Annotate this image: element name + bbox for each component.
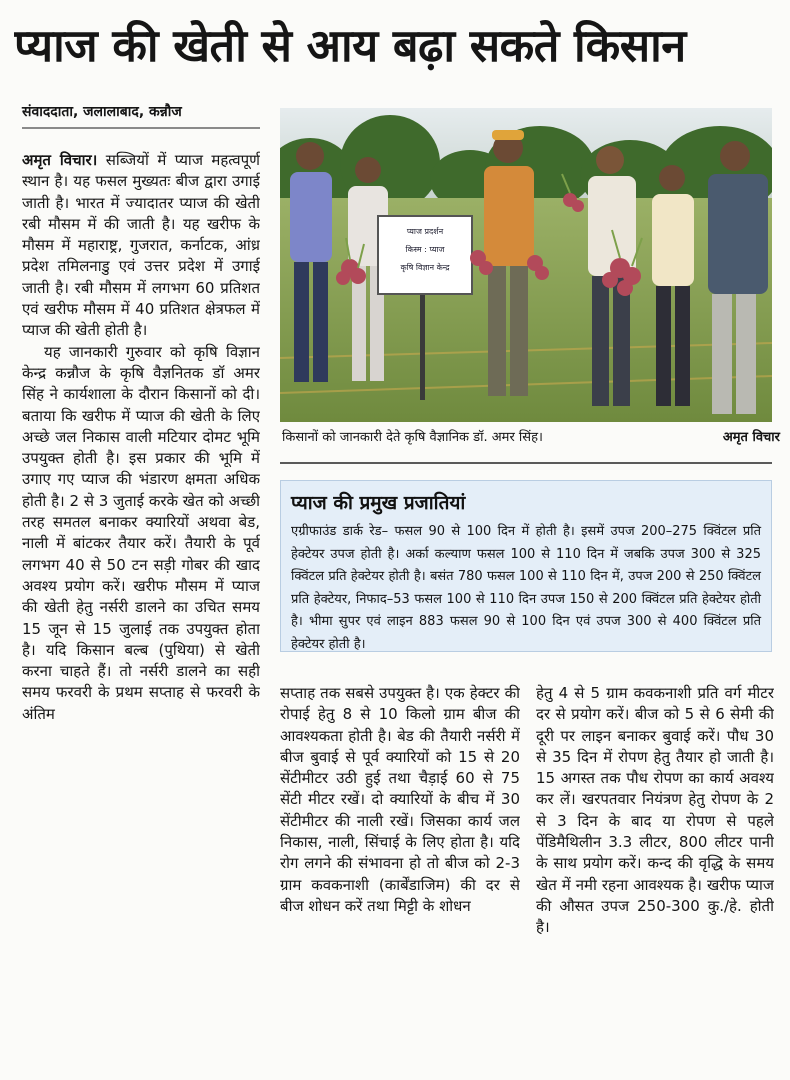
headline: प्याज की खेती से आय बढ़ा सकते किसान <box>14 19 686 72</box>
column-2-text: सप्ताह तक सबसे उपयुक्त है। एक हेक्टर की रोपाई हेतु 8 से 10 किलो ग्राम बीज की आवश्यकता होती है। बेड की तैयारी नर्सरी में बीज बुवाई से पूर्व क्यारियों को 15 से 20 सेंटीमीटर उठी हुई तथा चैड़ाई 60 से 75 सेंटी मीटर रखें। दो क्यारियों के बीच में 30 सेंटीमीटर की नाली रखें। जिसका कार्य जल निकास, नाली, सिंचाई के लिए होता है। यदि रोग लगने की संभावना हो तो बीज को 2-3 ग्राम कवकनाशी (कार्बेंडाजिम) की दर से बीज शोधन करें तथा मिट्टी के शोधन <box>280 684 520 915</box>
photo-illustration <box>280 108 772 422</box>
sign-line-2: किस्म : प्याज <box>405 245 445 254</box>
sign-line-3: कृषि विज्ञान केन्द्र <box>400 263 450 272</box>
column-3-text: हेतु 4 से 5 ग्राम कवकनाशी प्रति वर्ग मीटर दर से प्रयोग करें। बीज को 5 से 6 सेमी की दूरी पर लाइन बनाकर बुवाई करें। पौध 30 से 35 दिन में रोपण हेतु तैयार हो जाती है। 15 अगस्त तक पौध रोपण का कार्य अवश्य कर लें। खरपतवार नियंत्रण हेतु रोपण के 2 से 3 दिन के बाद या रोपण से पहले पेंडिमैथिलीन 3.3 लीटर, 800 लीटर पानी के साथ प्रयोग करें। कन्द की वृद्धि के समय खेत में नमी रहना आवश्यक है। खरीफ प्याज की औसत उपज 250-300 कु./हे. होती है। <box>536 684 774 937</box>
byline-rule <box>22 127 260 129</box>
article-column-3 <box>536 683 774 1073</box>
sidebar-title: प्याज की प्रमुख प्रजातियां <box>291 492 466 514</box>
article-column-2 <box>280 683 520 1073</box>
varieties-sidebar <box>280 480 772 652</box>
byline: संवाददाता, जलालाबाद, कन्नौज <box>22 104 182 120</box>
article-paragraph-1 <box>22 150 260 342</box>
article-column-1 <box>22 150 260 1070</box>
news-photo <box>280 108 772 422</box>
sign-line-1: प्याज प्रदर्शन <box>406 227 444 236</box>
dateline: अमृत विचार। <box>22 151 98 169</box>
sidebar-text: एग्रीफाउंड डार्क रेड– फसल 90 से 100 दिन में होती है। इसमें उपज 200–275 क्विंटल प्रति हेक्टेयर उपज होती है। अर्का कल्याण फसल 100 से 110 दिन में जबकि उपज 300 से 325 क्विंटल प्रति हेक्टेयर होती है। बसंत 780 फसल 100 से 110 दिन में, उपज 200 से 250 क्विंटल प्रति हेक्टेयर, निफाद–53 फसल 100 से 110 दिन उपज 150 से 200 क्विंटल प्रति हेक्टेयर होती है। भीमा सुपर एवं लाइन 883 फसल 90 से 100 दिन एवं उपज 300 से 400 क्विंटल प्रति हेक्टेयर होती है। <box>291 524 761 652</box>
photo-caption: किसानों को जानकारी देते कृषि वैज्ञानिक डॉ. अमर सिंह। <box>282 430 543 445</box>
article-paragraph-2: यह जानकारी गुरुवार को कृषि विज्ञान केन्द्र कन्नौज के कृषि वैज्ञनितक डॉ अमर सिंह ने कार्यशाला के दौरान किसानों को दी। बताया कि खरीफ में प्याज की खेती के लिए अच्छे जल निकास वाली मटियार दोमट भूमि उपयुक्त होती है। इस प्रकार की भूमि में उगाए गए प्याज की भंडारण क्षमता अधिक होती है। 2 से 3 जुताई करके खेत को अच्छी तरह समतल बनाकर क्यारियों अथवा बेड, नाली में बांटकर तैयार करें। तैयारी के पूर्व लगभग 40 से 50 टन सड़ी गोबर की खाद अवश्य प्रयोग करें। खरीफ मौसम में प्याज की खेती हेतु नर्सरी डालने का उचित समय 15 जून से 15 जुलाई तक उपयुक्त होता है। यदि किसान बल्ब (पुथिया) से खेती करना चाहते हैं। तो नर्सरी डालने का सही समय फरवरी के प्रथम सप्ताह से फरवरी के अंतिम <box>22 342 260 723</box>
photo-credit: अमृत विचार <box>722 430 780 445</box>
caption-rule <box>280 462 772 464</box>
paragraph-1-text: सब्जियों में प्याज महत्वपूर्ण स्थान है। यह फसल मुख्यतः बीज द्वारा उगाई जाती है। भारत में ज्यादातर प्याज की खेती रबी मौसम में की जाती है। यह खरीफ के मौसम में महाराष्ट्र, गुजरात, कर्नाटक, आंध्र प्रदेश तमिलनाडु एवं उत्तर प्रदेश में उगाई जाती है। रबी मौसम में लगभग 60 प्रतिशत एवं खरीफ मौसम में 40 प्रतिशत क्षेत्रफल में प्याज की खेती होती है। <box>22 151 260 340</box>
